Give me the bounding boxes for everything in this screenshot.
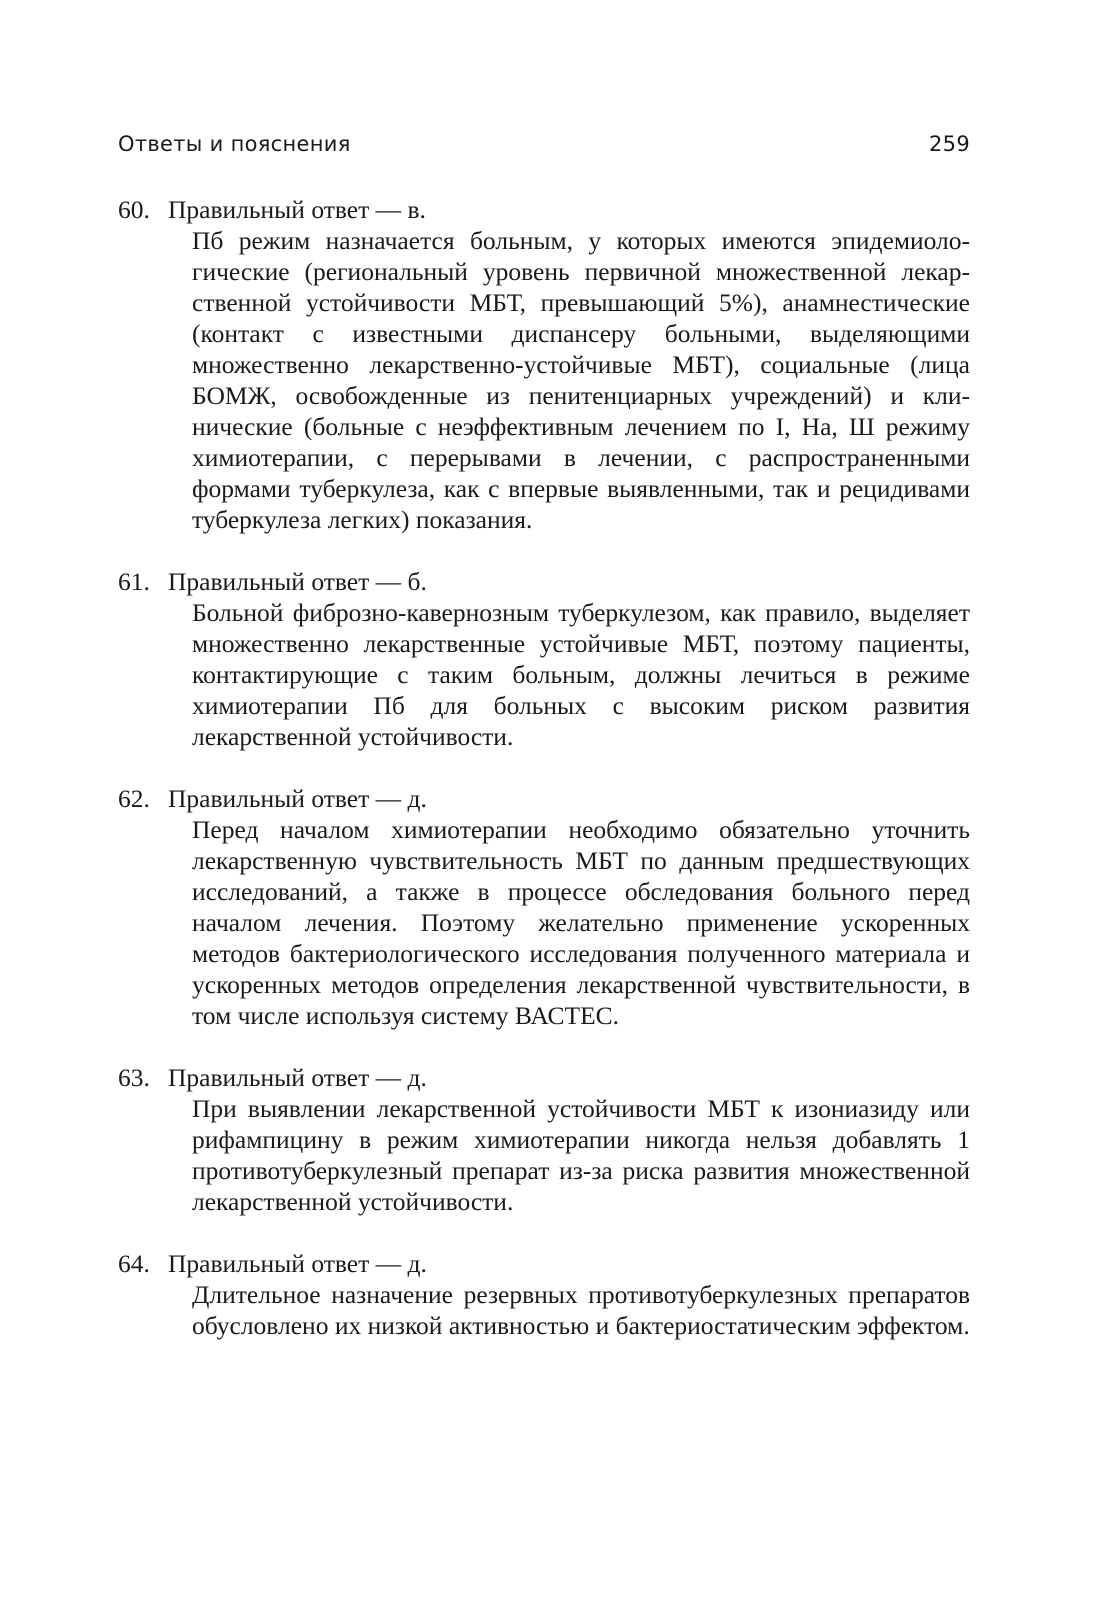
answer-number: 63. bbox=[118, 1063, 150, 1092]
answer-heading bbox=[118, 566, 970, 597]
answer-number: 64. bbox=[118, 1249, 150, 1278]
page-number: 259 bbox=[929, 132, 970, 156]
answer-item-60 bbox=[118, 194, 970, 535]
answer-item-62 bbox=[118, 783, 970, 1031]
answer-label: Правильный ответ — д. bbox=[168, 1249, 427, 1278]
answer-number: 62. bbox=[118, 784, 150, 813]
answer-number: 60. bbox=[118, 195, 150, 224]
answer-heading bbox=[118, 783, 970, 814]
answer-label: Правильный ответ — д. bbox=[168, 784, 427, 813]
answer-number: 61. bbox=[118, 567, 150, 596]
running-head bbox=[118, 132, 970, 162]
answer-explanation: Длительное назначение резервных противотуберкулезных препаратов обусловлено их низкой активностью и бактериостатическим эффектом. bbox=[192, 1280, 970, 1340]
answer-heading bbox=[118, 194, 970, 225]
answer-label: Правильный ответ — б. bbox=[168, 567, 427, 596]
answer-heading bbox=[118, 1062, 970, 1093]
answer-explanation: Пб режим назначается больным, у которых имеются эпидемиологические (региональный уровень первичной множественной лекарственной устойчивости МБТ, превышающий 5%), анамнестические (контакт с известными диспансеру больными, выделяющими множественно лекарственно-устойчивые МБТ), социальные (лица БОМЖ, освобожденные из пенитенциарных учреждений) и клинические (больные с неэффективным лечением по I, На, Ш режиму химиотерапии, с перерывами в лечении, с распространенными формами туберкулеза, как с впервые выявленными, так и рецидивами туберкулеза легких) показания. bbox=[192, 226, 970, 534]
answer-label: Правильный ответ — в. bbox=[168, 195, 426, 224]
answer-label: Правильный ответ — д. bbox=[168, 1063, 427, 1092]
answer-explanation: Больной фиброзно-кавернозным туберкулезом, как правило, выделяет множественно лекарственные устойчивые МБТ, поэтому пациенты, контактирующие с таким больным, должны лечиться в режиме химиотерапии Пб для больных с высоким риском развития лекарственной устойчивости. bbox=[192, 598, 970, 751]
section-title: Ответы и пояснения bbox=[118, 132, 351, 156]
answer-heading bbox=[118, 1248, 970, 1279]
answer-item-61 bbox=[118, 566, 970, 752]
answer-item-63 bbox=[118, 1062, 970, 1217]
answers-list bbox=[118, 194, 970, 1341]
answer-explanation: Перед началом химиотерапии необходимо обязательно уточнить лекарственную чувствительность МБТ по данным предшествующих исследований, а также в процессе обследования больного перед началом лечения. Поэтому желательно применение ускоренных методов бактериологического исследования полученного материала и ускоренных методов определения лекарственной чувствительности, в том числе используя систему ВАСТЕС. bbox=[192, 815, 970, 1030]
answer-explanation: При выявлении лекарственной устойчивости МБТ к изониазиду или рифампицину в режим химиотерапии никогда нельзя добавлять 1 противотуберкулезный препарат из-за риска развития множественной лекарственной устойчивости. bbox=[192, 1094, 970, 1216]
answer-item-64 bbox=[118, 1248, 970, 1341]
